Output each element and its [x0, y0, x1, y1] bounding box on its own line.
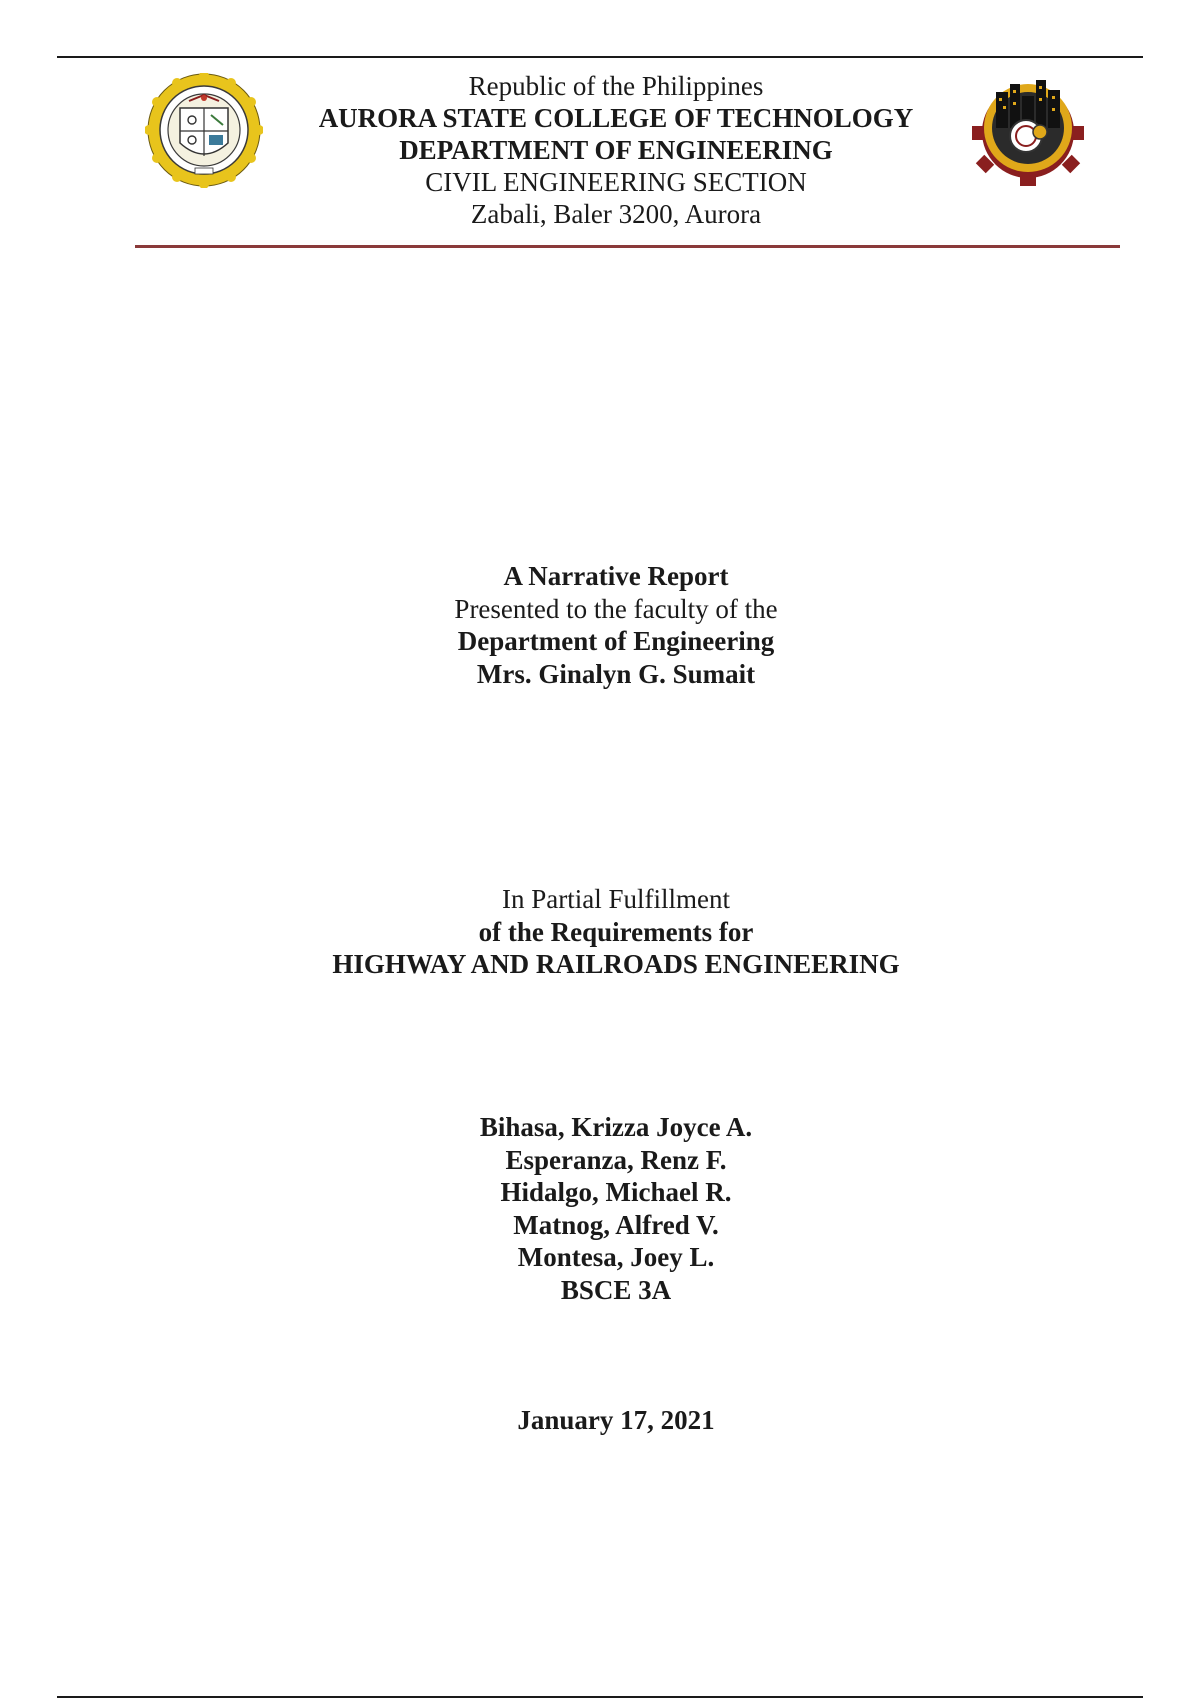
- report-block: [0, 560, 1200, 690]
- top-rule: [57, 56, 1143, 58]
- bottom-rule: [57, 1696, 1143, 1698]
- report-date: January 17, 2021: [517, 1405, 715, 1435]
- address-line: Zabali, Baler 3200, Aurora: [470, 199, 762, 229]
- author-name: Matnog, Alfred V.: [513, 1209, 719, 1240]
- fulfillment-block: [0, 883, 1200, 981]
- letterhead: [260, 70, 972, 230]
- presented-line: Presented to the faculty of the: [454, 593, 778, 624]
- instructor-name: Mrs. Ginalyn G. Sumait: [476, 658, 756, 689]
- engineering-gear-logo: [970, 70, 1086, 188]
- report-title: A Narrative Report: [503, 561, 729, 591]
- department-line: Department of Engineering: [457, 626, 775, 656]
- author-name: Esperanza, Renz F.: [505, 1144, 727, 1175]
- college-seal-logo: [145, 73, 263, 188]
- requirements-line: of the Requirements for: [478, 916, 754, 947]
- date-block: [0, 1404, 1200, 1437]
- author-name: Montesa, Joey L.: [517, 1242, 715, 1272]
- country-line: Republic of the Philippines: [468, 71, 764, 101]
- department-name: DEPARTMENT OF ENGINEERING: [399, 135, 833, 165]
- authors-block: [0, 1111, 1200, 1306]
- fulfillment-line: In Partial Fulfillment: [502, 884, 730, 914]
- college-name: AURORA STATE COLLEGE OF TECHNOLOGY: [318, 103, 914, 133]
- author-name: Hidalgo, Michael R.: [500, 1177, 732, 1207]
- course-name: HIGHWAY AND RAILROADS ENGINEERING: [332, 949, 900, 979]
- section-label: BSCE 3A: [560, 1274, 672, 1305]
- author-name: Bihasa, Krizza Joyce A.: [479, 1112, 753, 1142]
- header-divider: [135, 245, 1120, 248]
- section-name: CIVIL ENGINEERING SECTION: [425, 167, 807, 197]
